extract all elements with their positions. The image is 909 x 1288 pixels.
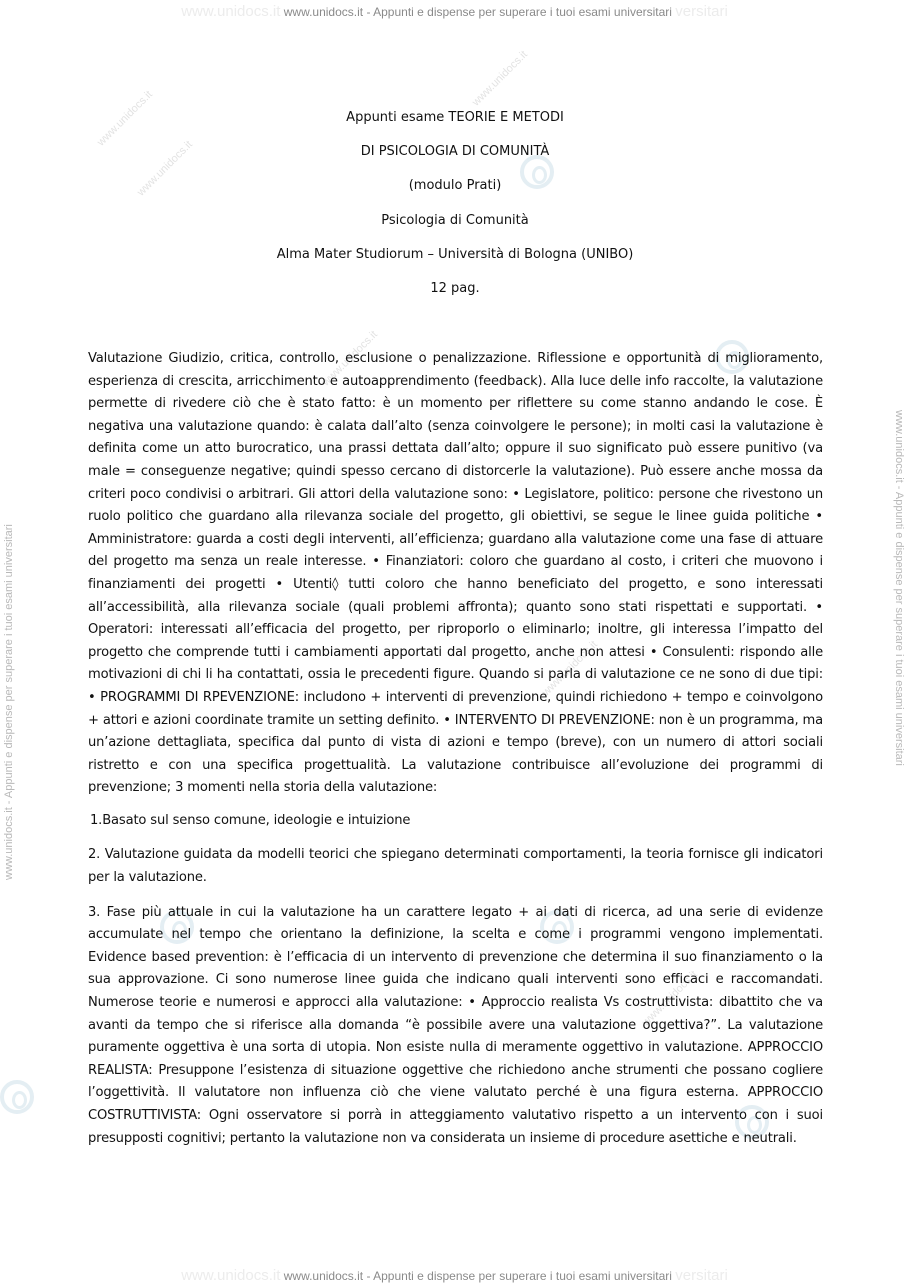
- body-paragraph: 1.Basato sul senso comune, ideologie e intuizione: [90, 812, 411, 828]
- watermark-logo-icon: [0, 1080, 34, 1114]
- header-university: Alma Mater Studiorum – Università di Bologna (UNIBO): [276, 246, 634, 262]
- watermark-diagonal-text: www.unidocs.it: [470, 48, 530, 109]
- watermark-faint-left: www.unidocs.it: [181, 1267, 281, 1284]
- watermark-faint-right: versitari: [675, 1267, 728, 1284]
- body-paragraph: Valutazione Giudizio, critica, controllo, esclusione o penalizzazione. Riflessione e opportunità di miglioramento, esperienza di crescita, arricchimento e autoapprendimento (feedback). Alla luce delle info raccolte, la valutazione permette di rivedere ciò che è stato fatto: è un momento per riflettere su come stanno andando le cose. È negativa una valutazione quando: è calata dall’alto (senza coinvolgere le persone); in molti casi la valutazione è definita come un atto burocratico, una prassi dettata dall’alto; oppure il suo significato può essere punitivo (va male = conseguenze negative; quindi spesso cercano di distorcerle la valutazione). Può essere anche mossa da criteri poco condivisi o arbitrari. Gli attori della valutazione sono: • Legislatore, politico: persone che rivestono un ruolo politico che guardano alla rilevanza sociale del progetto, gli obiettivi, se segue le linee guida politiche • Amministratore: guarda a costi degli interventi, all’efficienza; guardano alla valutazione come una fase di attuare del progetto ma senza un reale interesse. • Finanziatori: coloro che guardano al costo, i criteri che muovono i finanziamenti dei progetti • Utenti◊ tutti coloro che hanno beneficiato del progetto, e sono interessati all’accessibilità, alla rilevanza sociale (quali problemi affronta); quanto sono stati rispettati e supportati. • Operatori: interessati all’efficacia del progetto, per riproporlo o eliminarlo; inoltre, gli interessa l’impatto del progetto che comprende tutti i cambiamenti apportati dal progetto, anche non attesi • Consulenti: rispondo alle motivazioni di chi li ha contattati, ossia le precedenti figure. Quando si parla di valutazione ce ne sono di due tipi: • PROGRAMMI DI RPEVENZIONE: includono + interventi di prevenzione, quindi richiedono + tempo e coinvolgono + attori e azioni coordinate tramite un setting definito. • INTERVENTO DI PREVENZIONE: non è un programma, ma un’azione dettagliata, specifica dal punto di vista di azioni e tempo (breve), con un numero di attori sociali ristretto e con una specifica progettualità. La valutazione contribuisce all’evoluzione dei programmi di prevenzione; 3 momenti nella storia della valutazione:: [88, 351, 823, 796]
- body-paragraph: 2. Valutazione guidata da modelli teorici che spiegano determinati comportamenti, la teoria fornisce gli indicatori per la valutazione.: [88, 847, 823, 886]
- header-title-line-1: Appunti esame TEORIE E METODI: [346, 110, 564, 125]
- header-page-count: 12 pag.: [430, 280, 480, 296]
- watermark-right-strip: [889, 0, 909, 1286]
- body-paragraph: 3. Fase più attuale in cui la valutazione ha un carattere legato + ai dati di ricerca, ad una serie di evidenze accumulate nel tempo che orientano la definizione, la scelta e come i programmi vengono implementati. Evidence based prevention: è l’efficacia di un intervento di prevenzione che determina il suo finanziamento o la sua approvazione. Ci sono numerose linee guida che indicano quali interventi sono efficaci e raccomandati. Numerose teorie e numerosi e approcci alla valutazione: • Approccio realista Vs costruttivista: dibattito che va avanti da tempo che si riferisce alla domanda “è possibile avere una valutazione oggettiva?”. La valutazione puramente oggettiva è una sorta di utopia. Non esiste nulla di meramente oggettivo in valutazione. APPROCCIO REALISTA: Presuppone l’esistenza di situazione oggettive che richiedono anche strumenti che possano cogliere l’oggettività. Il valutatore non influenza ciò che viene valutato perché è una figura esterna. APPROCCIO COSTRUTTIVISTA: Ogni osservatore si porrà in atteggiamento valutativo rispetto a un intervento con i suoi presupposti cognitivi; pertanto la valutazione non va considerata un insieme di procedure asettiche e neutrali.: [88, 904, 823, 1146]
- watermark-faint-right: versitari: [675, 3, 728, 20]
- header-course: Psicologia di Comunità: [381, 212, 529, 228]
- watermark-diagonal-text: www.unidocs.it: [640, 968, 700, 1029]
- watermark-diagonal-text: www.unidocs.it: [95, 88, 155, 149]
- header-module: (modulo Prati): [408, 178, 502, 194]
- watermark-diagonal-text: www.unidocs.it: [540, 638, 600, 699]
- document-body: [88, 348, 823, 1162]
- watermark-faint-left: www.unidocs.it: [181, 3, 281, 20]
- watermark-bottom-banner: [0, 1264, 909, 1288]
- watermark-side-text: www.unidocs.it - Appunti e dispense per superare i tuoi esami universitari: [893, 410, 905, 766]
- watermark-diagonal-text: www.unidocs.it: [320, 328, 380, 389]
- watermark-banner-text: www.unidocs.it - Appunti e dispense per superare i tuoi esami universitari: [283, 1269, 672, 1283]
- watermark-top-banner: [0, 0, 909, 24]
- document-header: [90, 108, 820, 313]
- header-title-line-2: DI PSICOLOGIA DI COMUNITÀ: [360, 144, 550, 160]
- watermark-side-text: www.unidocs.it - Appunti e dispense per superare i tuoi esami universitari: [3, 524, 15, 880]
- watermark-banner-text: www.unidocs.it - Appunti e dispense per superare i tuoi esami universitari: [283, 5, 672, 19]
- watermark-diagonal-text: www.unidocs.it: [135, 138, 195, 199]
